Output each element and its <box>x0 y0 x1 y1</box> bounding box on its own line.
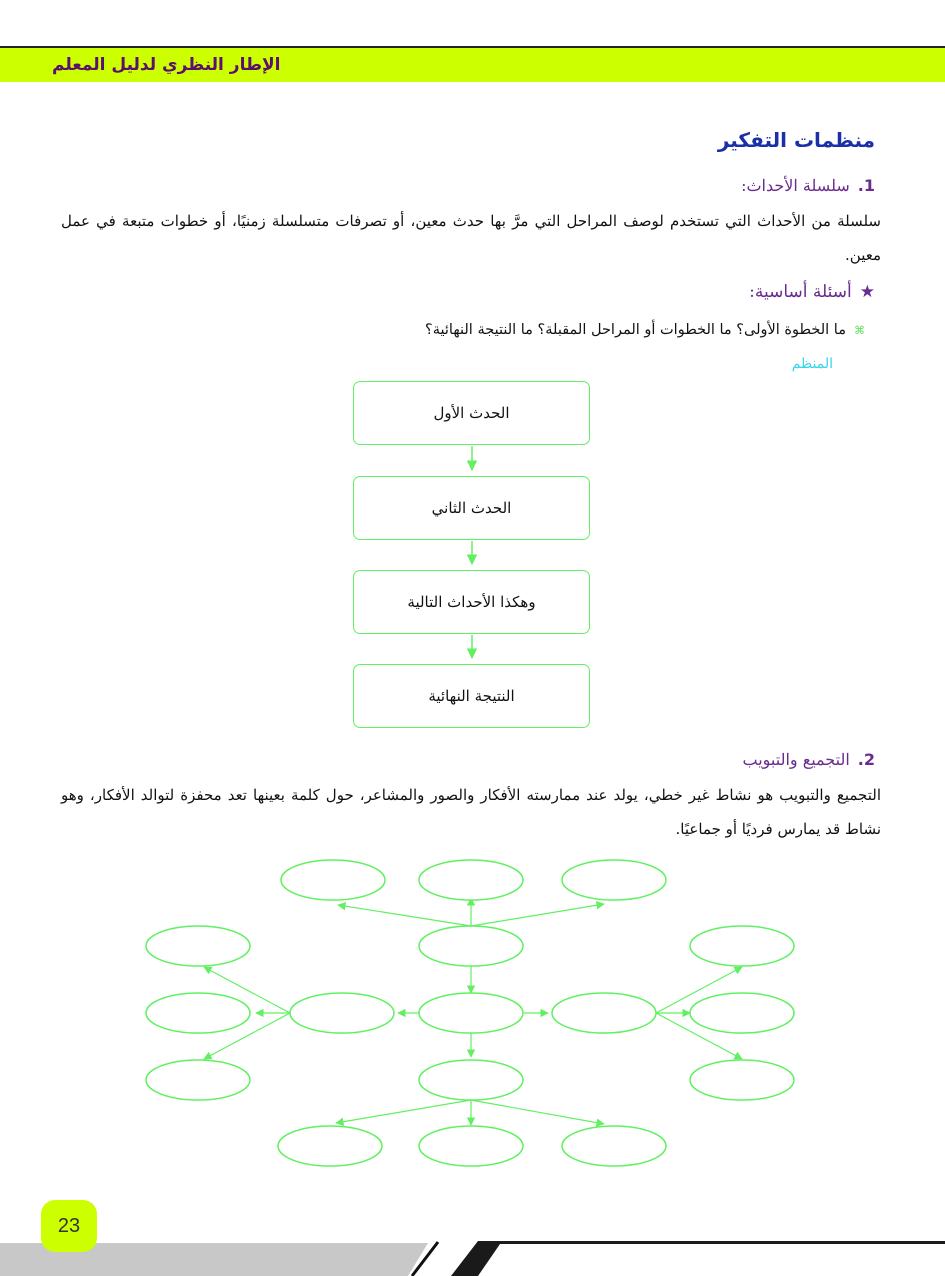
item1-title: سلسلة الأحداث: <box>741 176 850 195</box>
cluster-arrow-top-right <box>471 904 604 926</box>
item2-title: التجميع والتبويب <box>742 750 850 769</box>
cluster-node-right-top <box>690 926 794 966</box>
cluster-arrow-bottom-right <box>471 1100 604 1124</box>
cluster-node-top-right <box>562 860 666 900</box>
footer-white-band <box>478 1244 945 1276</box>
header-title: الإطار النظري لدليل المعلم <box>52 55 281 75</box>
cluster-arrow-top-left <box>338 905 471 926</box>
cluster-node-top-left <box>281 860 385 900</box>
basic-questions-title: أسئلة أساسية: <box>749 282 852 302</box>
cluster-arrow-bottom-left <box>336 1100 471 1123</box>
cluster-node-left-inner <box>290 993 394 1033</box>
sequence-box-second: الحدث الثاني <box>353 476 590 540</box>
sequence-box-first: الحدث الأول <box>353 381 590 445</box>
cluster-node-right-inner <box>552 993 656 1033</box>
sequence-box-following: وهكذا الأحداث التالية <box>353 570 590 634</box>
cluster-node-bottom-right <box>562 1126 666 1166</box>
section-title: منظمات التفكير <box>717 128 875 152</box>
question-text: ما الخطوة الأولى؟ ما الخطوات أو المراحل المقبلة؟ ما النتيجة النهائية؟ <box>425 322 846 338</box>
cluster-node-right-bottom <box>690 1060 794 1100</box>
cluster-node-center <box>419 993 523 1033</box>
star-icon: ★ <box>859 282 875 302</box>
item2-number: 2. <box>857 750 875 769</box>
sequence-box-result: النتيجة النهائية <box>353 664 590 728</box>
bullet-icon: ⌘ <box>854 324 865 337</box>
cluster-node-left-mid <box>146 993 250 1033</box>
item1-description: سلسلة من الأحداث التي تستخدم لوصف المراحل التي مرَّ بها حدث معين، أو تصرفات متسلسلة زمنيًا، أو خطوات متبعة في عمل معين. <box>61 212 881 264</box>
cluster-node-right-mid <box>690 993 794 1033</box>
cluster-node-lower <box>419 1060 523 1100</box>
item2-description: التجميع والتبويب هو نشاط غير خطي، يولد عند ممارسته الأفكار والصور والمشاعر، حول كلمة بعينها تعد محفزة لتوالد الأفكار، وهو نشاط قد يمارس فرديًا أو جماعيًا. <box>61 786 881 838</box>
cluster-node-left-bottom <box>146 1060 250 1100</box>
item1-number: 1. <box>857 176 875 195</box>
cluster-node-bottom-center <box>419 1126 523 1166</box>
cluster-node-upper <box>419 926 523 966</box>
cluster-node-left-top <box>146 926 250 966</box>
page-number: 23 <box>41 1200 97 1252</box>
organizer-label: المنظم <box>791 356 833 372</box>
cluster-node-top-center <box>419 860 523 900</box>
cluster-node-bottom-left <box>278 1126 382 1166</box>
